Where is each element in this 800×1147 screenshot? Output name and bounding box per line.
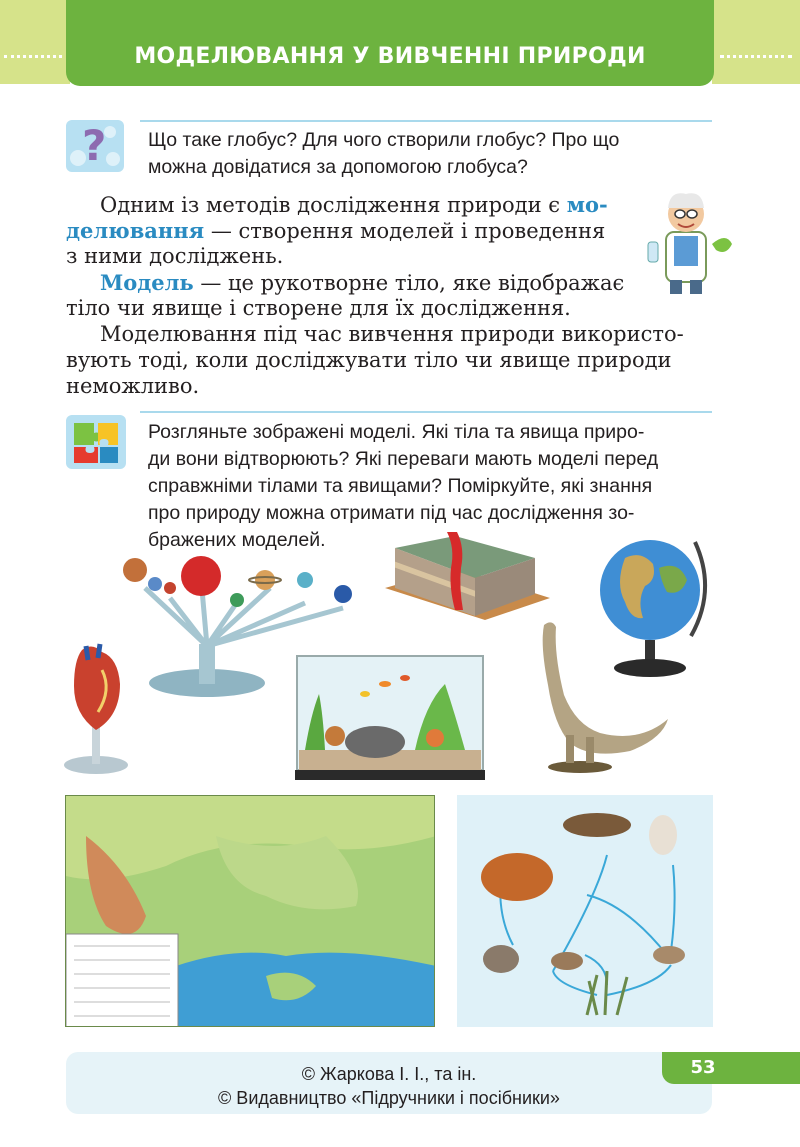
question-mark-icon: ?: [66, 120, 124, 172]
physical-map-image: [65, 795, 435, 1027]
term-modeling-part2: делювання: [66, 218, 205, 243]
para3-line-2: вують тоді, коли досліджувати тіло чи явище природи: [66, 348, 672, 372]
para1-line-2: делювання — створення моделей і проведення: [66, 218, 606, 243]
volcano-model-image: [385, 528, 550, 628]
food-chain-image: [457, 795, 713, 1027]
question-line-2: можна довідатися за допомогою глобуса?: [148, 156, 528, 178]
dinosaur-model-image: [530, 615, 680, 775]
task-line-5: бражених моделей.: [148, 529, 326, 551]
aquarium-image: [295, 654, 485, 780]
term-modeling-part1: мо-: [566, 192, 608, 217]
para2-line-1: Модель — це рукотворне тіло, яке відображає: [100, 270, 625, 295]
footer-copyright-authors: © Жаркова І. І., та ін.: [301, 1064, 477, 1084]
header-side-left: [0, 0, 70, 84]
task-line-2: ди вони відтворюють? Які переваги мають моделі перед: [148, 448, 659, 470]
header-side-right: [712, 0, 800, 84]
para2-line-2: тіло чи явище і створене для їх дослідження.: [66, 296, 571, 320]
task-line-1: Розгляньте зображені моделі. Які тіла та явища приро-: [148, 421, 645, 443]
footer-copyright-publisher: © Видавництво «Підручники і посібники»: [218, 1088, 560, 1108]
term-model: Модель: [100, 270, 194, 295]
question-rule: [140, 120, 712, 122]
task-line-4: про природу можна отримати під час дослідження зо-: [148, 502, 635, 524]
scientist-illustration: [640, 186, 736, 298]
header-banner: [66, 0, 714, 86]
page-title: МОДЕЛЮВАННЯ У ВИВЧЕННІ ПРИРОДИ: [134, 44, 646, 69]
question-line-1: Що таке глобус? Для чого створили глобус? Про що: [148, 129, 620, 151]
page-number: 53: [662, 1052, 744, 1084]
puzzle-icon: [66, 415, 126, 469]
para1-line-1: Одним із методів дослідження природи є мо-: [100, 192, 608, 217]
page-number-bar: [740, 1052, 800, 1084]
para3-line-1: Моделювання під час вивчення природи використо-: [100, 322, 684, 346]
header-dots-left: [4, 55, 62, 59]
task-line-3: справжніми тілами та явищами? Поміркуйте, які знання: [148, 475, 653, 497]
para3-line-3: неможливо.: [66, 374, 200, 398]
task-rule: [140, 411, 712, 413]
header-dots-right: [720, 55, 792, 59]
heart-model-image: [62, 640, 134, 775]
para1-line-3: з ними досліджень.: [66, 244, 284, 268]
